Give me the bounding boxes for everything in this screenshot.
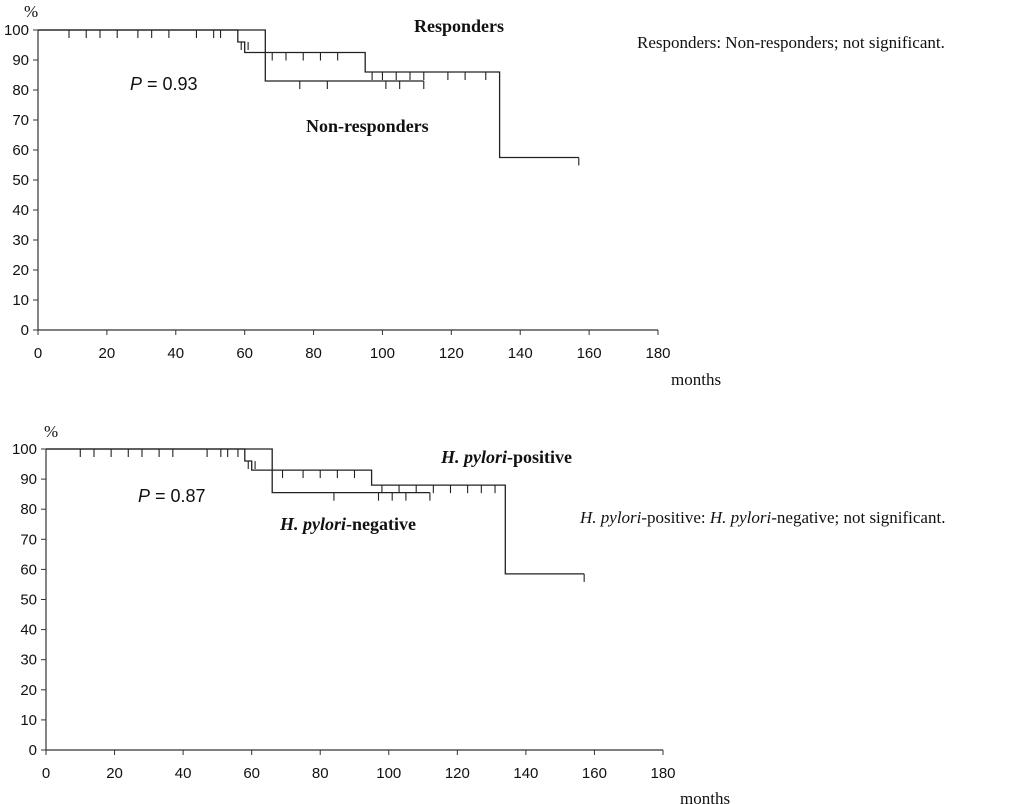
x-tick-label: 80: [311, 765, 329, 782]
chart-panel-top: [4, 2, 945, 389]
xlabel-bottom: months: [680, 789, 731, 804]
y-tick-label: 20: [20, 681, 37, 699]
y-tick-label: 40: [12, 202, 29, 219]
y-tick-label: 40: [20, 621, 37, 639]
series-label-hp-positive: H. pylori-positive: [441, 447, 572, 467]
series-label-responders: Responders: [414, 16, 505, 36]
survival-curve-a: [46, 449, 584, 574]
x-tick-label: 160: [576, 345, 602, 362]
y-tick-label: 10: [12, 292, 29, 309]
series-lines-top: [38, 30, 579, 158]
y-tick-label: 30: [20, 651, 37, 669]
y-tick-label: 100: [11, 441, 37, 458]
x-tick-label: 140: [507, 345, 533, 362]
x-tick-label: 60: [236, 345, 254, 362]
x-tick-label: 140: [513, 765, 539, 782]
x-tick-label: 100: [376, 765, 402, 782]
y-tick-label: 50: [12, 172, 29, 189]
y-tick-label: 90: [20, 471, 37, 489]
y-tick-label: 60: [20, 561, 37, 579]
y-tick-label: 0: [28, 742, 37, 759]
x-tick-label: 40: [174, 765, 192, 782]
y-tick-label: 30: [12, 232, 29, 249]
p-value-top: P = 0.93: [130, 74, 198, 94]
x-tick-label: 120: [444, 765, 470, 782]
y-tick-label: 70: [20, 531, 37, 549]
x-tick-label: 60: [243, 765, 261, 782]
y-tick-label: 80: [20, 501, 37, 519]
y-tick-label: 0: [20, 322, 29, 339]
series-label-non-responders: Non-responders: [306, 116, 429, 136]
ylabel-top: %: [24, 2, 39, 21]
y-tick-label: 90: [12, 52, 29, 69]
survival-curve-b: [38, 30, 424, 81]
y-tick-label: 80: [12, 82, 29, 99]
y-tick-label: 50: [20, 591, 37, 609]
x-tick-label: 80: [305, 345, 322, 362]
p-value-bottom: P = 0.87: [138, 486, 206, 506]
chart-panel-bottom: [12, 422, 945, 804]
xlabel-top: months: [671, 370, 722, 389]
ylabel-bottom: %: [44, 422, 59, 441]
survival-curve-a: [38, 30, 579, 158]
x-tick-label: 20: [98, 345, 116, 362]
note-bottom: H. pylori-positive: H. pylori-negative; not significant.: [580, 508, 946, 527]
x-tick-label: 160: [581, 765, 607, 782]
series-lines-bottom: [46, 449, 584, 574]
x-tick-label: 180: [650, 765, 676, 782]
y-tick-label: 10: [20, 711, 37, 729]
x-tick-label: 40: [167, 345, 185, 362]
y-tick-label: 20: [12, 262, 29, 279]
x-tick-label: 20: [106, 765, 123, 782]
x-tick-label: 100: [369, 345, 395, 362]
censor-marks-top: [69, 30, 579, 166]
y-tick-label: 60: [12, 142, 29, 159]
note-top: Responders: Non-responders; not significant.: [637, 33, 945, 52]
x-tick-label: 180: [645, 345, 671, 362]
axes-top: [4, 22, 671, 362]
series-label-hp-negative: H. pylori-negative: [280, 514, 416, 534]
y-tick-label: 100: [3, 22, 29, 39]
y-tick-label: 70: [12, 112, 29, 129]
x-tick-label: 0: [41, 765, 51, 782]
x-tick-label: 120: [438, 345, 464, 362]
x-tick-label: 0: [33, 345, 43, 362]
